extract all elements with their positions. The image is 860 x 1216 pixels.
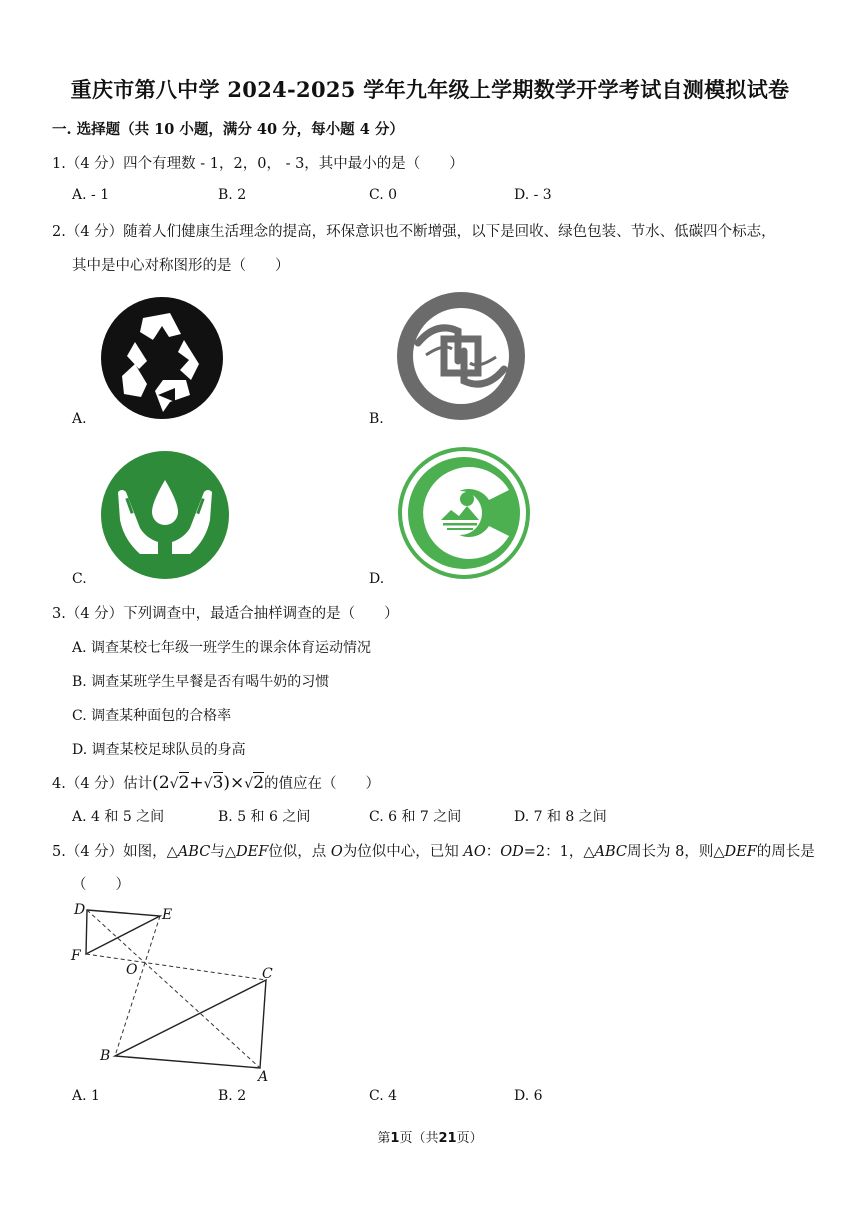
q3-option-b[interactable]: B. 调查某班学生早餐是否有喝牛奶的习惯	[72, 674, 330, 690]
label-a: A	[258, 1069, 269, 1083]
q2-option-c[interactable]: C.	[72, 571, 87, 587]
q4-option-c[interactable]: C. 6 和 7 之间	[369, 809, 462, 825]
green-packaging-icon	[396, 291, 526, 421]
total-pages: 21	[438, 1131, 457, 1146]
q3-option-a[interactable]: A. 调查某校七年级一班学生的课余体育运动情况	[72, 640, 372, 656]
question-3-stem: 3.（4 分）下列调查中，最适合抽样调查的是（ ）	[52, 606, 399, 622]
q3-option-c[interactable]: C. 调查某种面包的合格率	[72, 708, 232, 724]
q5-option-c[interactable]: C. 4	[369, 1088, 398, 1104]
similar-triangles-figure	[60, 898, 300, 1083]
question-5-stem: 5.（4 分）如图，△ABC与△DEF位似，点 O为位似中心，已知 AO：OD=2：1，△ABC周长为 8，则△DEF的周长是	[52, 844, 815, 860]
q5-option-a[interactable]: A. 1	[72, 1088, 100, 1104]
q4-suffix: 的值应在（ ）	[264, 776, 381, 792]
page-title: 重庆市第八中学 2024-2025 学年九年级上学期数学开学考试自测模拟试卷	[70, 77, 790, 102]
label-c: C	[262, 966, 273, 982]
question-2-stem-line1: 2.（4 分）随着人们健康生活理念的提高，环保意识也不断增强，以下是回收、绿色包装、节水、低碳四个标志，	[52, 224, 776, 240]
q2-option-d[interactable]: D.	[369, 571, 385, 587]
section-heading: 一. 选择题（共 10 小题，满分 40 分，每小题 4 分）	[52, 121, 404, 138]
q5-option-d[interactable]: D. 6	[514, 1088, 543, 1104]
question-1-stem: 1.（4 分）四个有理数 - 1，2，0， - 3，其中最小的是（ ）	[52, 156, 464, 172]
q4-option-a[interactable]: A. 4 和 5 之间	[72, 809, 165, 825]
triangle-def	[86, 910, 160, 954]
q2-option-a[interactable]: A.	[72, 411, 87, 427]
q4-expression: (2√2+√3)×√2	[152, 773, 265, 793]
q5-option-b[interactable]: B. 2	[218, 1088, 247, 1104]
current-page: 1	[390, 1131, 400, 1146]
q1-option-c[interactable]: C. 0	[369, 187, 398, 203]
q1-option-a[interactable]: A. - 1	[72, 187, 110, 203]
question-4-stem	[52, 772, 380, 793]
recycle-icon	[100, 296, 224, 420]
q1-option-d[interactable]: D. - 3	[514, 187, 552, 203]
label-o: O	[126, 962, 138, 978]
label-f: F	[71, 948, 81, 964]
q1-option-b[interactable]: B. 2	[218, 187, 247, 203]
q4-prefix: 4.（4 分）估计	[52, 776, 153, 792]
low-carbon-icon	[397, 446, 531, 580]
question-5-stem-line2: （ ）	[72, 877, 130, 893]
label-d: D	[74, 902, 86, 918]
water-saving-icon	[100, 450, 230, 580]
q2-option-b[interactable]: B.	[369, 411, 384, 427]
q4-option-b[interactable]: B. 5 和 6 之间	[218, 809, 311, 825]
q4-option-d[interactable]: D. 7 和 8 之间	[514, 809, 607, 825]
q3-option-d[interactable]: D. 调查某校足球队员的身高	[72, 742, 246, 758]
label-b: B	[100, 1048, 111, 1064]
triangle-abc	[115, 980, 266, 1068]
page-footer: 第1页（共21页）	[377, 1131, 483, 1146]
question-2-stem-line2: 其中是中心对称图形的是（ ）	[72, 258, 290, 274]
label-e: E	[162, 907, 173, 923]
